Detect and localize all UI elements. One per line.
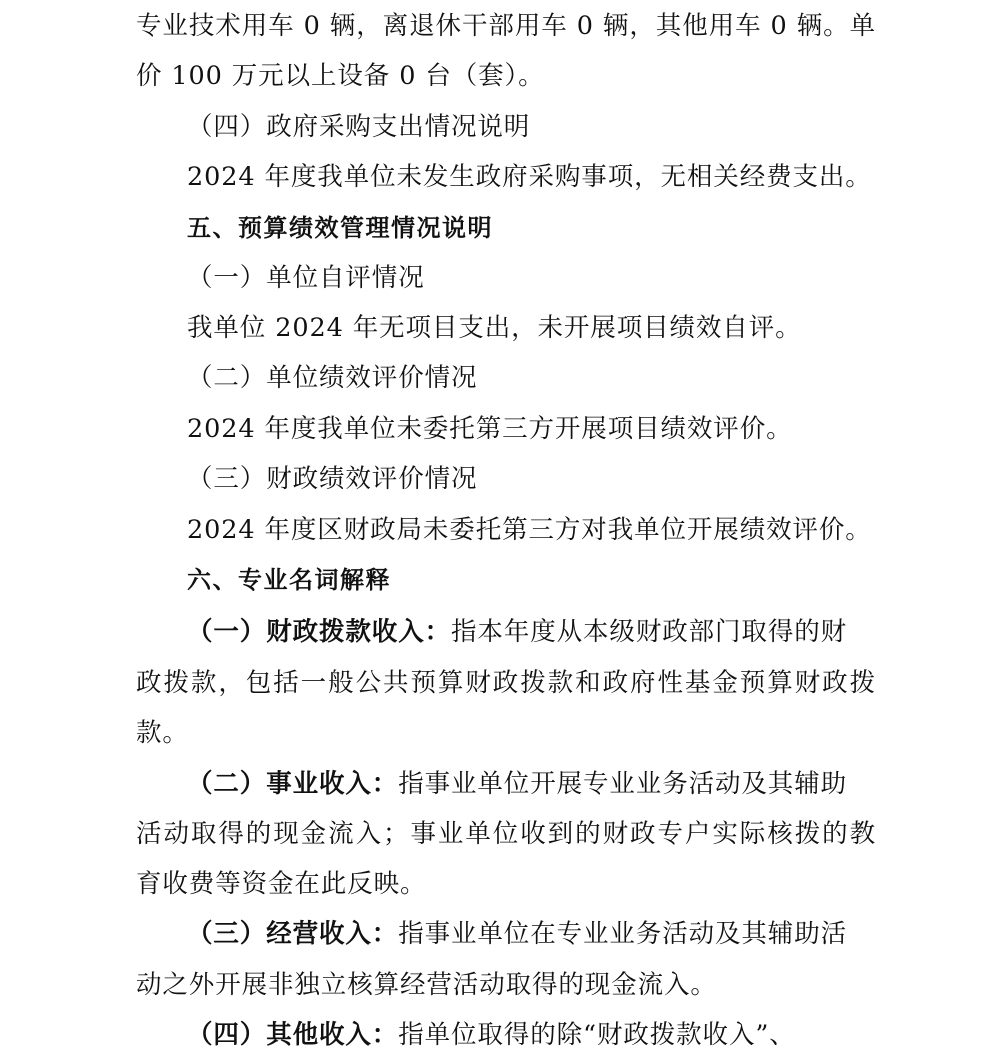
section-heading: 六、专业名词解释 [187, 566, 391, 594]
body-line: 2024 年度我单位未发生政府采购事项，无相关经费支出。 [187, 162, 872, 192]
term-label: （四）其他收入： [187, 1020, 399, 1050]
term-label: （二）事业收入： [187, 769, 399, 799]
term-text: 指本年度从本级财政部门取得的财 [451, 617, 848, 647]
section-heading: 五、预算绩效管理情况说明 [187, 214, 493, 242]
body-line: 款。 [136, 718, 189, 748]
term-definition-line [187, 1019, 876, 1051]
term-definition-line [187, 768, 876, 800]
term-text: 指事业单位开展专业业务活动及其辅助 [398, 769, 848, 799]
term-text: 指事业单位在专业业务活动及其辅助活 [398, 919, 848, 949]
subsection-heading: （三）财政绩效评价情况 [187, 464, 478, 494]
body-line: 我单位 2024 年无项目支出，未开展项目绩效自评。 [187, 313, 802, 343]
body-line: 活动取得的现金流入；事业单位收到的财政专户实际核拨的教 [136, 819, 876, 849]
body-line: 政拨款，包括一般公共预算财政拨款和政府性基金预算财政拨 [136, 668, 876, 698]
subsection-heading: （四）政府采购支出情况说明 [187, 112, 531, 142]
body-line: 2024 年度我单位未委托第三方开展项目绩效评价。 [187, 414, 793, 444]
subsection-heading: （二）单位绩效评价情况 [187, 363, 478, 393]
body-line: 价 100 万元以上设备 0 台（套）。 [136, 61, 545, 91]
term-definition-line [187, 616, 876, 648]
body-line: 育收费等资金在此反映。 [136, 869, 427, 899]
body-line: 2024 年度区财政局未委托第三方对我单位开展绩效评价。 [187, 515, 872, 545]
term-label: （一）财政拨款收入： [187, 617, 452, 647]
body-line: 动之外开展非独立核算经营活动取得的现金流入。 [136, 970, 717, 1000]
subsection-heading: （一）单位自评情况 [187, 263, 425, 293]
term-definition-line [187, 918, 876, 950]
term-text: 指单位取得的除“财政拨款收入”、 [398, 1020, 796, 1050]
body-line: 专业技术用车 0 辆，离退休干部用车 0 辆，其他用车 0 辆。单 [136, 11, 876, 41]
term-label: （三）经营收入： [187, 919, 399, 949]
